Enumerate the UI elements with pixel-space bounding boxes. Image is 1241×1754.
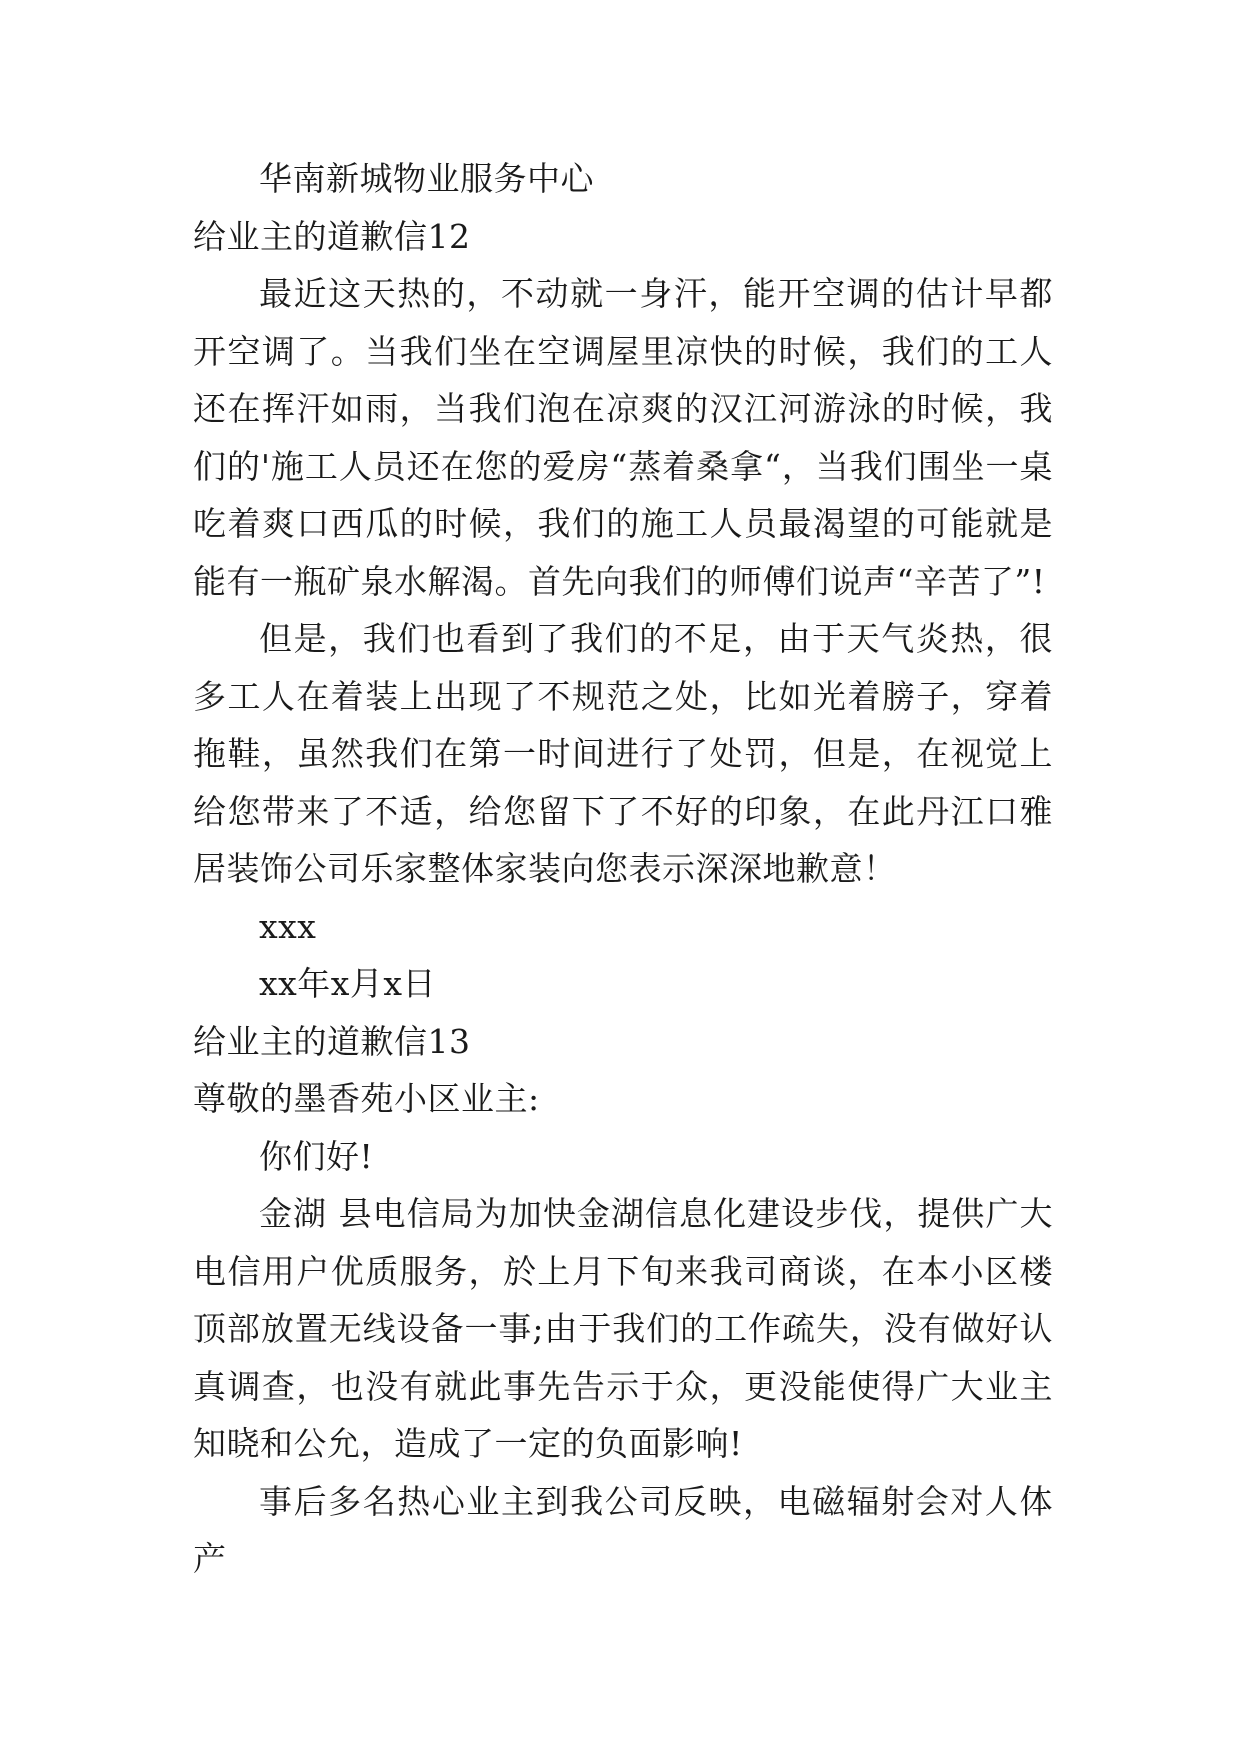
letter-13-salutation: 尊敬的墨香苑小区业主:	[193, 1079, 540, 1118]
letter-13-greeting: 你们好!	[259, 1136, 374, 1176]
document-body	[193, 150, 1053, 1588]
letter-13-title: 给业主的道歉信13	[193, 1021, 471, 1061]
letter-12-signer: xxx	[259, 906, 317, 946]
letter-13-paragraph-2: 事后多名热心业主到我公司反映，电磁辐射会对人体产	[193, 1481, 1053, 1578]
letter-13-paragraph-1: 金湖 县电信局为加快金湖信息化建设步伐，提供广大电信用户优质服务，於上月下旬来我司商谈，在本小区楼顶部放置无线设备一事;由于我们的工作疏失，没有做好认真调查，也没有就此事先告示于众，更没能使得广大业主知晓和公允，造成了一定的负面影响!	[193, 1194, 1053, 1463]
sign-off-organization: 华南新城物业服务中心	[259, 159, 594, 198]
letter-12-paragraph-1: 最近这天热的，不动就一身汗，能开空调的估计早都开空调了。当我们坐在空调屋里凉快的时候，我们的工人还在挥汗如雨，当我们泡在凉爽的汉江河游泳的时候，我们的'施工人员还在您的爱房“蒸着桑拿“，当我们围坐一桌吃着爽口西瓜的时候，我们的施工人员最渴望的可能就是能有一瓶矿泉水解渴。首先向我们的师傅们说声“辛苦了”!	[193, 274, 1053, 601]
letter-12-title: 给业主的道歉信12	[193, 216, 471, 256]
letter-12-paragraph-2: 但是，我们也看到了我们的不足，由于天气炎热，很多工人在着装上出现了不规范之处，比如光着膀子，穿着拖鞋，虽然我们在第一时间进行了处罚，但是，在视觉上给您带来了不适，给您留下了不好的印象，在此丹江口雅居装饰公司乐家整体家装向您表示深深地歉意！	[193, 619, 1053, 888]
letter-12-date: xx年x月x日	[259, 964, 436, 1003]
